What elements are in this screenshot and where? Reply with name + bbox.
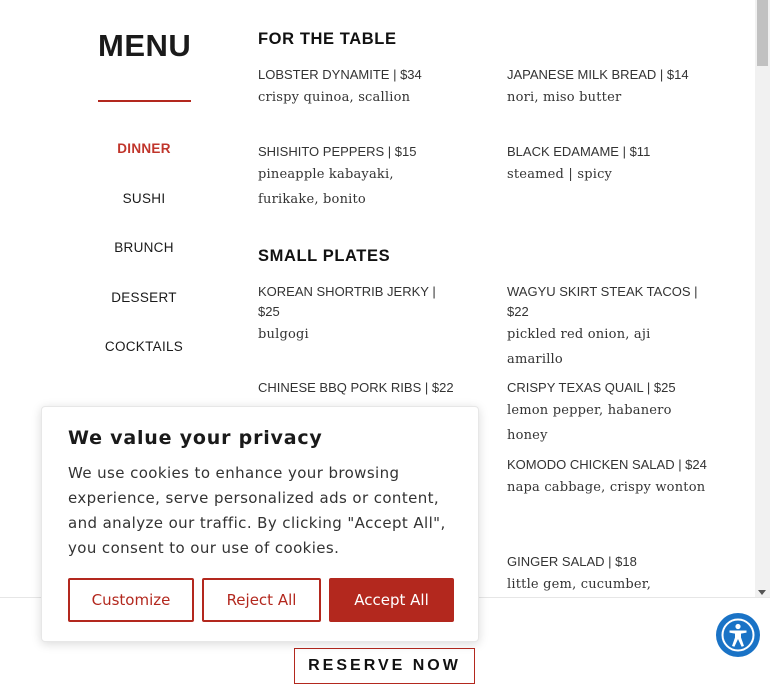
cookie-consent-dialog (41, 406, 479, 642)
menu-item-description: pickled red onion, aji amarillo (507, 327, 651, 367)
menu-item (258, 282, 458, 347)
menu-item-description: little gem, cucumber, (507, 577, 652, 592)
menu-item-description: pineapple kabayaki, furikake, bonito (258, 167, 394, 207)
menu-item-name: JAPANESE MILK BREAD | $14 (507, 67, 689, 82)
menu-item-name: BLACK EDAMAME | $11 (507, 144, 651, 159)
menu-item-description: lemon pepper, habanero honey (507, 403, 672, 443)
menu-item-name: KOMODO CHICKEN SALAD | $24 (507, 457, 707, 472)
menu-item-description: bulgogi (258, 327, 309, 342)
page-scrollbar[interactable] (755, 0, 770, 597)
section-heading: FOR THE TABLE (258, 30, 397, 48)
customize-button[interactable]: Customize (68, 578, 194, 622)
menu-item (507, 455, 707, 500)
menu-item-description: napa cabbage, crispy wonton (507, 480, 706, 495)
nav-item-sushi[interactable]: SUSHI (122, 191, 166, 206)
menu-item-name: GINGER SALAD | $18 (507, 554, 637, 569)
reject-all-button[interactable]: Reject All (202, 578, 321, 622)
cookie-dialog-title: We value your privacy (68, 427, 323, 449)
scrollbar-thumb[interactable] (757, 0, 768, 66)
menu-item-name: SHISHITO PEPPERS | $15 (258, 144, 417, 159)
menu-item-name: WAGYU SKIRT STEAK TACOS | $22 (507, 284, 698, 319)
menu-item-name: KOREAN SHORTRIB JERKY | $25 (258, 284, 436, 319)
menu-item-name: LOBSTER DYNAMITE | $34 (258, 67, 422, 82)
menu-item (258, 65, 458, 110)
accept-all-button[interactable]: Accept All (329, 578, 454, 622)
menu-item (507, 378, 707, 448)
menu-item (507, 65, 707, 110)
accessibility-button[interactable] (716, 613, 760, 657)
menu-item (507, 142, 707, 187)
menu-title-divider (98, 100, 191, 102)
nav-item-dessert[interactable]: DESSERT (111, 290, 177, 305)
reserve-now-button[interactable]: RESERVE NOW (294, 648, 475, 684)
menu-item-description: nori, miso butter (507, 90, 622, 105)
nav-item-brunch[interactable]: BRUNCH (114, 240, 174, 255)
menu-item (258, 142, 458, 212)
menu-item (258, 378, 458, 398)
nav-item-dinner[interactable]: DINNER (117, 141, 171, 156)
cookie-dialog-text: We use cookies to enhance your browsing experience, serve personalized ads or content, and analyze our traffic. By clicking "Accept All", you consent to our use of cookies. (68, 464, 446, 557)
nav-item-cocktails[interactable]: COCKTAILS (104, 339, 184, 354)
menu-item-name: CHINESE BBQ PORK RIBS | $22 (258, 380, 454, 395)
accessibility-icon (721, 618, 755, 652)
chevron-down-icon[interactable] (758, 590, 766, 595)
menu-item (507, 282, 707, 372)
menu-item-description: steamed | spicy (507, 167, 613, 182)
section-heading: SMALL PLATES (258, 247, 391, 265)
menu-item-name: CRISPY TEXAS QUAIL | $25 (507, 380, 676, 395)
menu-title: MENU (98, 28, 192, 63)
menu-item-description: crispy quinoa, scallion (258, 90, 411, 105)
